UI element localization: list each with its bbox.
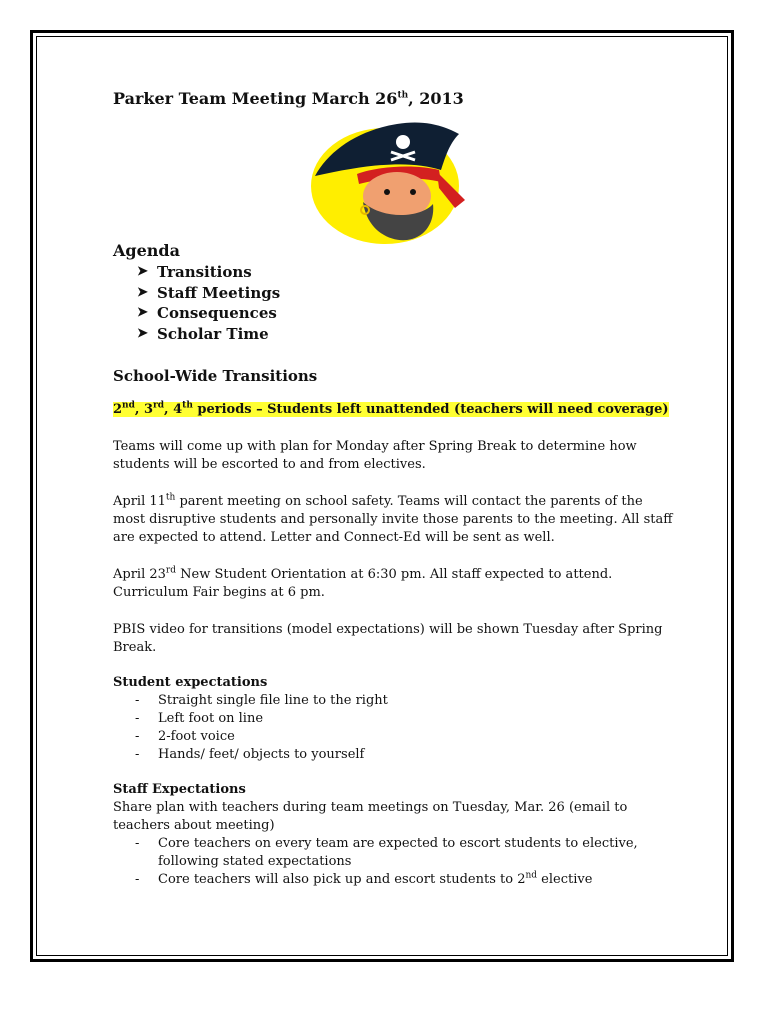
list-item: - Straight single file line to the right	[135, 692, 388, 708]
list-item: - Left foot on line	[135, 710, 264, 726]
transitions-heading: School-Wide Transitions	[113, 366, 318, 385]
document-body	[113, 86, 673, 889]
student-expectations-heading: Student expectations	[113, 674, 268, 690]
agenda-heading: Agenda	[113, 241, 180, 260]
staff-expectations-heading: Staff Expectations	[113, 781, 246, 797]
agenda-item: ➤ Staff Meetings	[137, 283, 281, 302]
highlighted-periods-note: 2nd, 3rd, 4th periods – Students left unattended (teachers will need coverage)	[113, 400, 669, 417]
agenda-item: ➤ Consequences	[137, 304, 277, 323]
list-item: - Hands/ feet/ objects to yourself	[135, 746, 365, 762]
arrow-bullet-icon: ➤	[137, 326, 148, 342]
list-item: - Core teachers will also pick up and escort students to 2nd elective	[135, 870, 593, 887]
parent-meeting-paragraph: April 11th parent meeting on school safety. Teams will contact the parents of the most disruptive students and personally invite those parents to the meeting. All staff are expected to attend. Letter and Connect-Ed will be sent as well.	[113, 492, 673, 545]
staff-expectations-list	[113, 835, 673, 889]
page-title: Parker Team Meeting March 26th, 2013	[113, 89, 464, 108]
skull-icon	[396, 135, 410, 149]
arrow-bullet-icon: ➤	[137, 264, 148, 279]
transition-plan-paragraph: Teams will come up with plan for Monday after Spring Break to determine how students will be escorted to and from electives.	[113, 438, 637, 472]
list-item: - Core teachers on every team are expected to escort students to elective, following stated expectations	[135, 835, 638, 869]
agenda-item: ➤ Scholar Time	[137, 325, 269, 344]
orientation-paragraph: April 23rd New Student Orientation at 6:30 pm. All staff expected to attend. Curriculum Fair begins at 6 pm.	[113, 565, 613, 600]
arrow-bullet-icon: ➤	[137, 305, 148, 321]
student-expectations-list	[113, 692, 673, 764]
agenda-item: ➤ Transitions	[137, 263, 252, 281]
staff-expectations-intro: Share plan with teachers during team meetings on Tuesday, Mar. 26 (email to teachers about meeting)	[113, 799, 628, 833]
pirate-logo	[309, 110, 469, 244]
agenda-list	[113, 262, 673, 345]
arrow-bullet-icon: ➤	[137, 284, 148, 300]
list-item: - 2-foot voice	[135, 728, 235, 744]
pbis-video-paragraph: PBIS video for transitions (model expectations) will be shown Tuesday after Spring Break.	[113, 621, 663, 655]
